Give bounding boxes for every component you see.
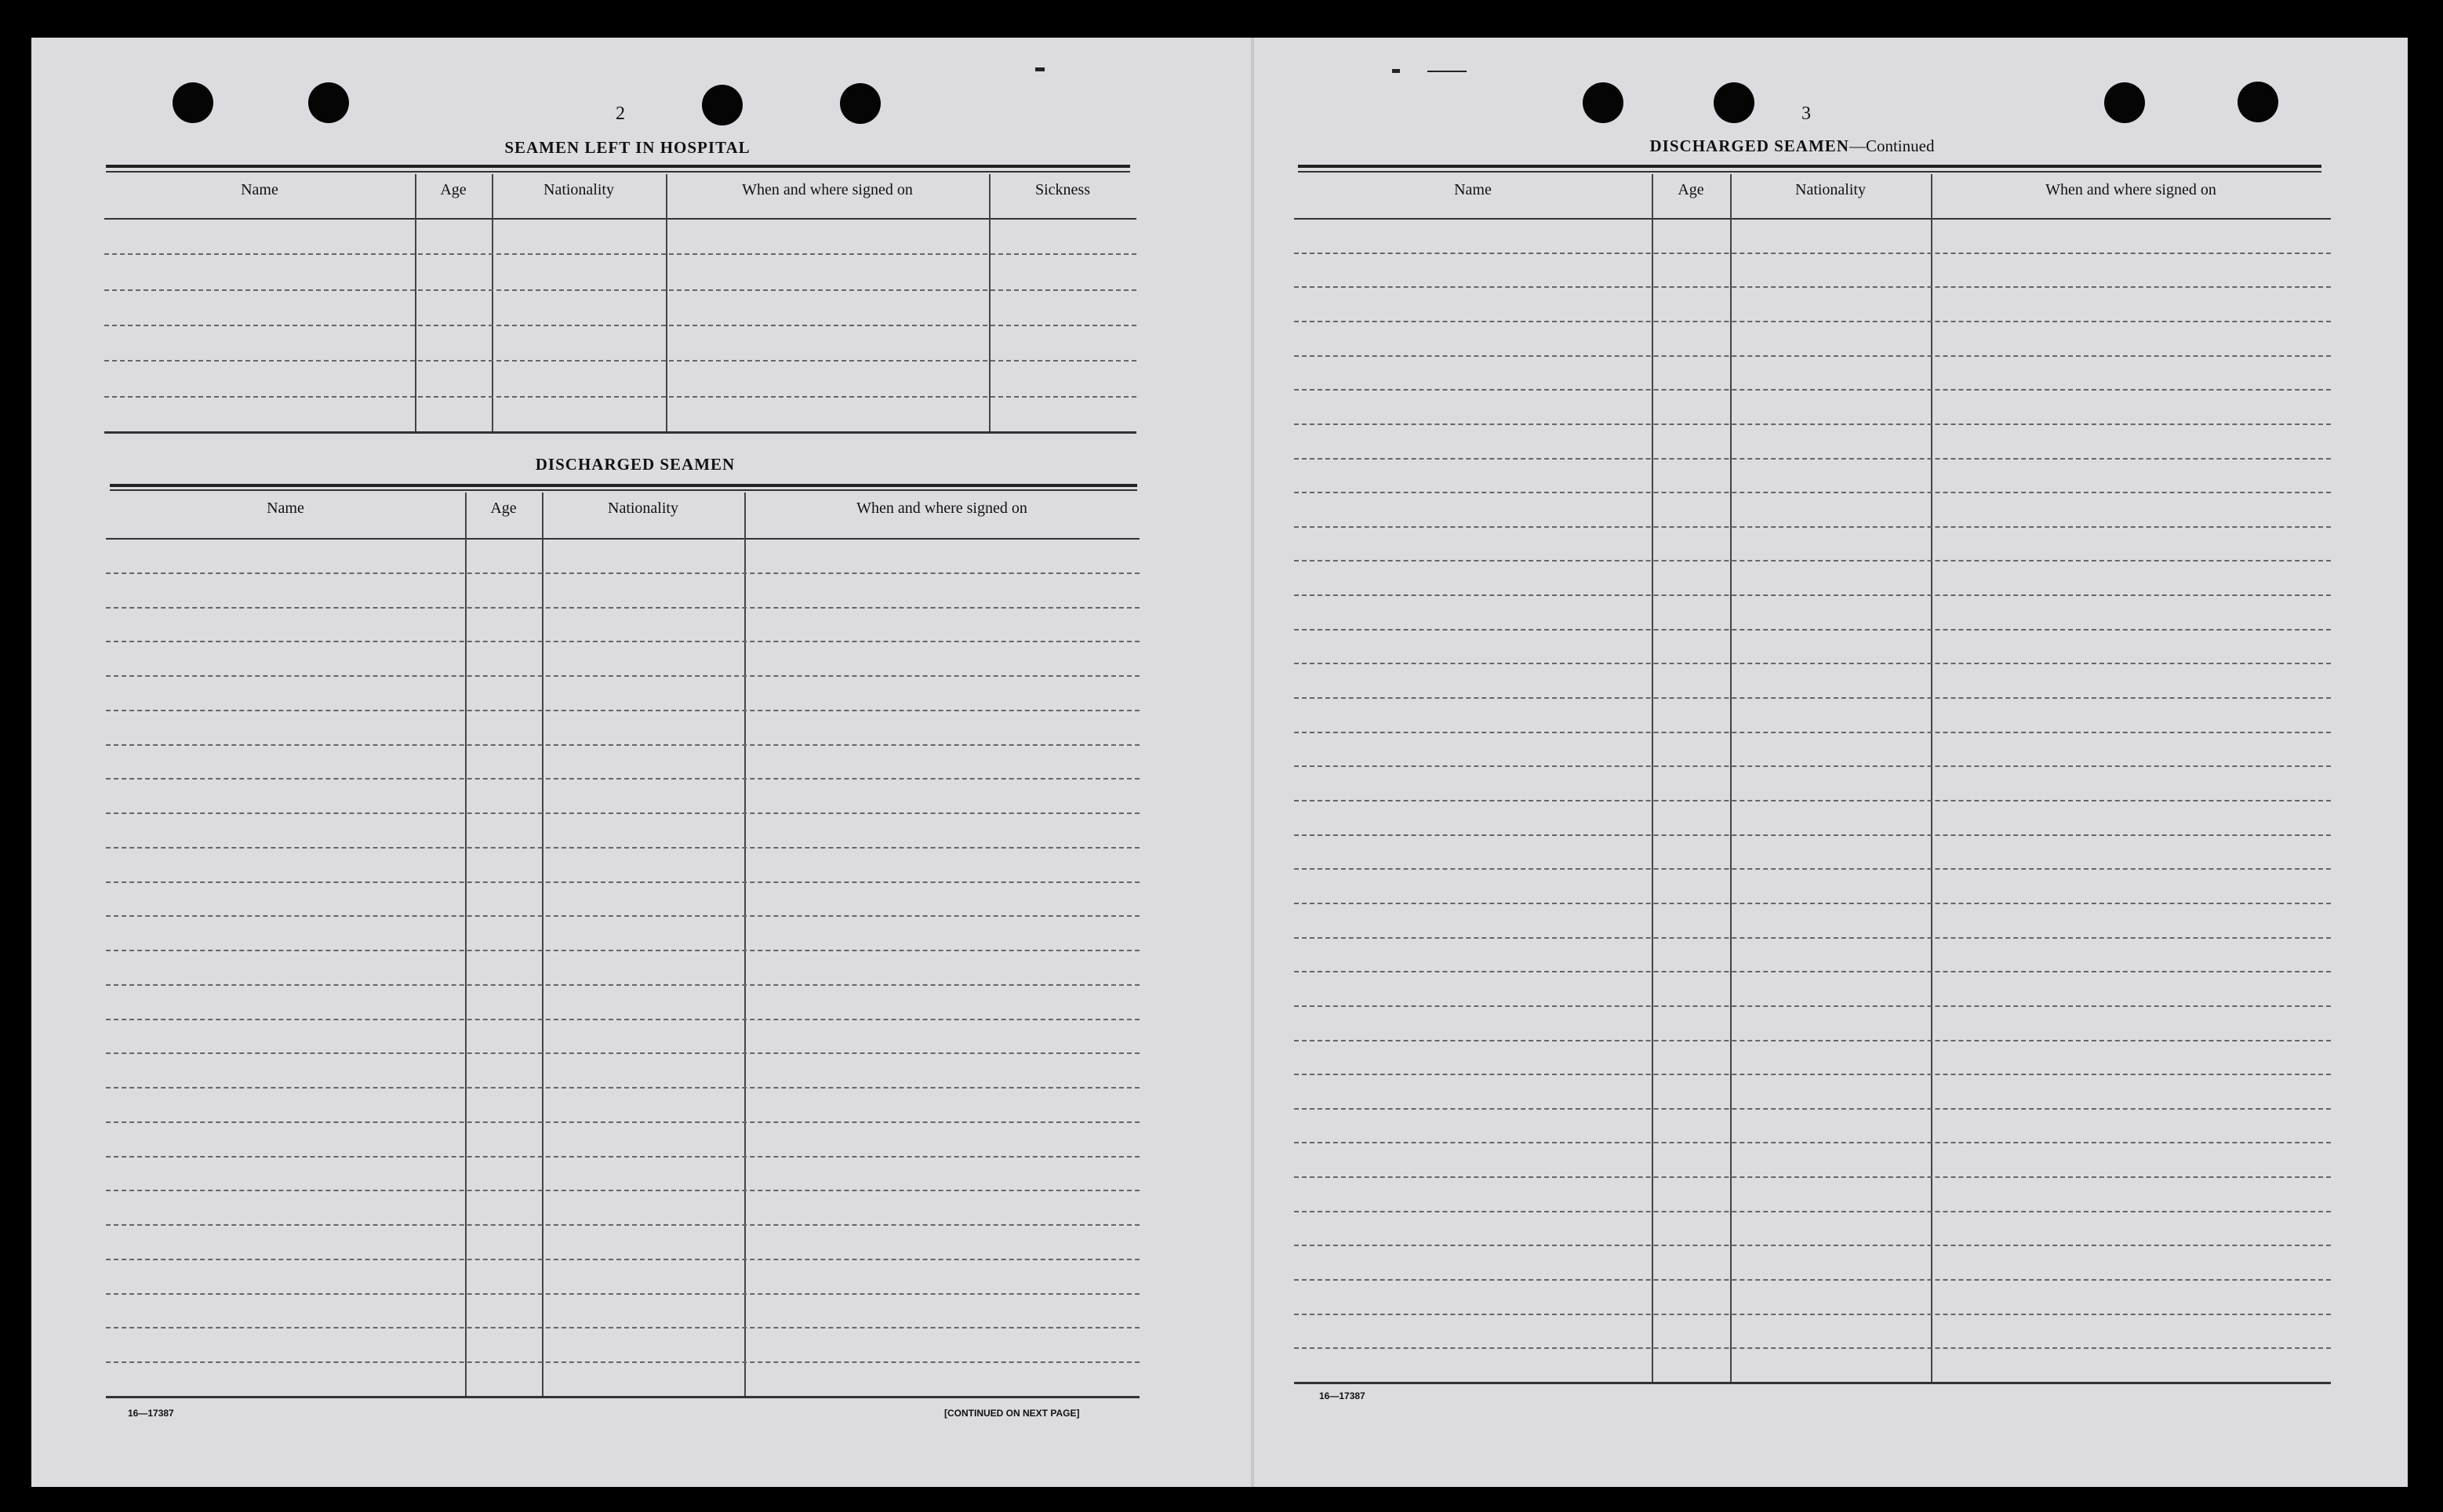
page-fold <box>1251 38 1254 1487</box>
table-row[interactable] <box>104 289 1136 291</box>
column-header-name: Name <box>1454 181 1492 198</box>
table-row[interactable] <box>106 778 1140 780</box>
table-row[interactable] <box>1294 834 2331 836</box>
form-number-left: 16—17387 <box>128 1408 174 1419</box>
discharged-table-right <box>1294 174 2331 1383</box>
table-row[interactable] <box>1294 1108 2331 1110</box>
table-row[interactable] <box>1294 697 2331 699</box>
table-header <box>106 492 1140 540</box>
table-row[interactable] <box>106 950 1140 951</box>
table-row[interactable] <box>1294 1142 2331 1143</box>
continued-top-rule <box>1298 165 2321 168</box>
table-row[interactable] <box>1294 1074 2331 1075</box>
hospital-table <box>104 174 1136 434</box>
table-row[interactable] <box>106 607 1140 609</box>
table-row[interactable] <box>1294 423 2331 425</box>
punch-hole <box>702 85 743 125</box>
column-header-when-and-where-signed-on: When and where signed on <box>2045 181 2216 198</box>
table-row[interactable] <box>106 675 1140 677</box>
column-divider <box>989 174 991 431</box>
table-row[interactable] <box>1294 1245 2331 1246</box>
table-bottom-rule <box>104 431 1136 434</box>
column-divider <box>415 174 416 431</box>
table-row[interactable] <box>106 744 1140 746</box>
table-row[interactable] <box>106 710 1140 711</box>
discharged-top-rule <box>110 484 1137 487</box>
column-header-when-and-where-signed-on: When and where signed on <box>856 500 1027 517</box>
table-header <box>104 174 1136 220</box>
hospital-section-title: SEAMEN LEFT IN HOSPITAL <box>504 138 751 157</box>
discharged-section-title: DISCHARGED SEAMEN <box>535 455 736 474</box>
table-row[interactable] <box>1294 253 2331 254</box>
table-row[interactable] <box>1294 526 2331 528</box>
table-row[interactable] <box>1294 355 2331 357</box>
table-row[interactable] <box>106 1224 1140 1226</box>
discharged-table-left <box>106 492 1140 1400</box>
continued-note: [CONTINUED ON NEXT PAGE] <box>944 1408 1080 1419</box>
column-divider <box>542 492 543 1396</box>
table-row[interactable] <box>106 1019 1140 1020</box>
table-row[interactable] <box>106 1052 1140 1054</box>
column-header-nationality: Nationality <box>1795 181 1866 198</box>
discharged-top-rule-2 <box>110 489 1137 491</box>
table-row[interactable] <box>1294 1314 2331 1315</box>
table-row[interactable] <box>104 325 1136 326</box>
table-row[interactable] <box>1294 1005 2331 1007</box>
table-bottom-rule <box>106 1396 1140 1398</box>
table-row[interactable] <box>1294 1211 2331 1212</box>
punch-hole <box>840 83 881 124</box>
table-row[interactable] <box>1294 663 2331 664</box>
table-row[interactable] <box>1294 1347 2331 1349</box>
table-row[interactable] <box>1294 937 2331 939</box>
continued-top-rule-2 <box>1298 171 2321 173</box>
table-bottom-rule <box>1294 1382 2331 1384</box>
table-row[interactable] <box>106 1293 1140 1295</box>
table-row[interactable] <box>106 915 1140 917</box>
table-row[interactable] <box>1294 560 2331 562</box>
table-row[interactable] <box>1294 765 2331 767</box>
table-row[interactable] <box>106 1361 1140 1363</box>
table-row[interactable] <box>106 984 1140 986</box>
table-row[interactable] <box>104 253 1136 255</box>
hospital-top-rule <box>106 165 1130 168</box>
column-divider <box>492 174 493 431</box>
page-number-left: 2 <box>616 104 625 124</box>
form-number-right: 16—17387 <box>1319 1390 1365 1401</box>
table-row[interactable] <box>1294 594 2331 596</box>
paper-speck <box>1427 71 1467 72</box>
table-row[interactable] <box>104 396 1136 398</box>
paper-speck <box>1392 69 1400 73</box>
column-divider <box>744 492 746 1396</box>
column-divider <box>666 174 667 431</box>
table-row[interactable] <box>1294 1040 2331 1041</box>
table-row[interactable] <box>1294 321 2331 322</box>
hospital-top-rule-2 <box>106 171 1130 173</box>
page-number-right: 3 <box>1801 104 1811 124</box>
punch-hole <box>2238 82 2278 122</box>
table-row[interactable] <box>1294 1279 2331 1281</box>
punch-hole <box>308 82 349 123</box>
table-row[interactable] <box>1294 800 2331 801</box>
column-header-sickness: Sickness <box>1035 181 1090 198</box>
table-row[interactable] <box>106 572 1140 574</box>
table-row[interactable] <box>1294 903 2331 904</box>
discharged-continued-title <box>1557 136 2027 156</box>
punch-hole <box>2104 82 2145 123</box>
discharged-continued-main: DISCHARGED SEAMEN <box>1649 136 1849 155</box>
table-row[interactable] <box>106 1121 1140 1123</box>
table-row[interactable] <box>106 847 1140 849</box>
table-row[interactable] <box>106 1156 1140 1158</box>
table-row[interactable] <box>1294 868 2331 870</box>
table-row[interactable] <box>1294 458 2331 460</box>
punch-hole <box>1714 82 1754 123</box>
table-row[interactable] <box>106 812 1140 814</box>
table-row[interactable] <box>1294 492 2331 493</box>
table-row[interactable] <box>104 360 1136 362</box>
table-row[interactable] <box>106 1259 1140 1260</box>
table-row[interactable] <box>106 1087 1140 1089</box>
punch-hole <box>173 82 213 123</box>
column-header-age: Age <box>490 500 517 517</box>
table-row[interactable] <box>1294 1176 2331 1178</box>
table-row[interactable] <box>106 641 1140 642</box>
punch-hole <box>1583 82 1623 123</box>
table-row[interactable] <box>1294 732 2331 733</box>
table-header <box>1294 174 2331 220</box>
discharged-continued-suffix: —Continued <box>1849 136 1935 155</box>
column-header-age: Age <box>440 181 467 198</box>
column-header-name: Name <box>267 500 304 517</box>
table-row[interactable] <box>1294 286 2331 288</box>
column-header-age: Age <box>1678 181 1704 198</box>
table-row[interactable] <box>1294 971 2331 972</box>
column-header-when-and-where-signed-on: When and where signed on <box>742 181 913 198</box>
paper-speck <box>1035 67 1045 71</box>
table-row[interactable] <box>106 1327 1140 1328</box>
table-row[interactable] <box>1294 389 2331 391</box>
column-header-nationality: Nationality <box>608 500 678 517</box>
table-row[interactable] <box>1294 629 2331 631</box>
table-row[interactable] <box>106 881 1140 883</box>
column-header-nationality: Nationality <box>543 181 614 198</box>
column-header-name: Name <box>241 181 278 198</box>
table-row[interactable] <box>106 1190 1140 1191</box>
column-divider <box>465 492 467 1396</box>
